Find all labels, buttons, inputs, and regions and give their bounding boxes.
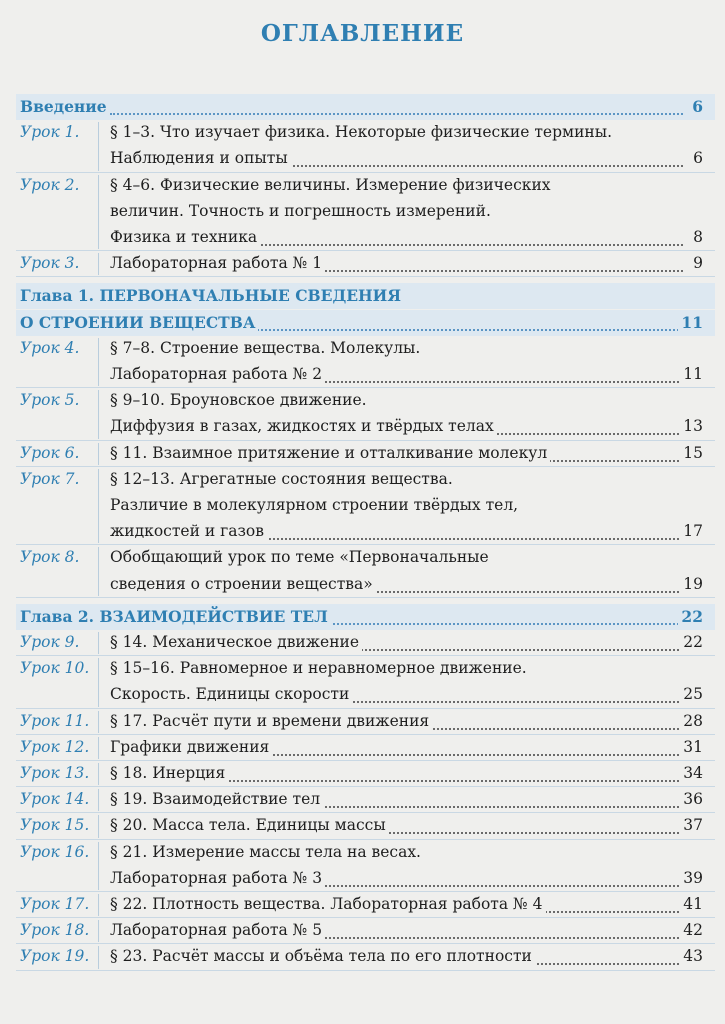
lesson-row[interactable] [0,918,725,944]
toc-intro-row[interactable] [0,94,725,120]
column-rule [98,632,99,654]
lesson-title-text: жидкостей и газов [110,522,267,540]
lesson-row[interactable] [0,787,725,813]
lesson-row[interactable] [0,199,725,225]
lesson-page: 37 [680,816,703,834]
lesson-title [110,365,325,383]
column-rule [98,175,99,250]
lesson-title-text: § 19. Взаимодействие тел [110,790,323,808]
lesson-title-text: Диффузия в газах, жидкостях и твёрдых телах [110,417,497,435]
lesson-row[interactable] [0,572,725,598]
lesson-number: Урок 18. [20,921,90,940]
lesson-row[interactable] [0,519,725,545]
lesson-title [110,123,615,141]
chapter-page: 11 [678,313,703,332]
column-rule [98,763,99,785]
lesson-title-text: величин. Точность и погрешность измерений. [110,202,494,220]
lesson-row[interactable] [0,656,725,682]
lesson-title [110,816,389,834]
lesson-number: Урок 9. [20,633,80,651]
column-rule [98,789,99,811]
lesson-title [110,176,554,194]
chapter-heading [20,313,258,332]
lesson-number: Урок 3. [20,254,80,273]
lesson-title-text: § 20. Масса тела. Единицы массы [110,816,389,834]
lesson-number: Урок 5. [20,391,80,410]
lesson-row[interactable] [0,813,725,839]
lesson-row[interactable] [0,630,725,656]
column-rule [98,253,99,275]
lesson-number: Урок 11. [20,711,90,730]
lesson-page: 19 [680,575,703,593]
lesson-title-text: Обобщающий урок по теме «Первоначальные [110,548,492,566]
lesson-page: 41 [680,895,703,913]
lesson-title [110,659,530,677]
lesson-number: Урок 16. [20,842,90,861]
lesson-row[interactable] [0,146,725,172]
lesson-page: 42 [680,921,703,939]
lesson-title-text: § 9–10. Броуновское движение. [110,391,370,409]
lesson-row[interactable] [0,414,725,440]
lesson-row[interactable] [0,225,725,251]
intro-label [20,97,110,116]
lesson-title [110,869,325,887]
lesson-title-text: § 12–13. Агрегатные состояния вещества. [110,470,456,488]
lesson-title [110,339,423,357]
lesson-page: 15 [680,444,703,462]
column-rule [98,122,99,170]
lesson-title [110,685,352,703]
lesson-row[interactable] [0,441,725,467]
lesson-page: 6 [690,149,703,167]
lesson-number: Урок 14. [20,790,90,809]
lesson-row[interactable] [0,251,725,277]
highlight-band [16,94,715,120]
lesson-page: 25 [680,685,703,703]
lesson-row[interactable] [0,467,725,493]
lesson-row[interactable] [0,336,725,362]
lesson-page: 28 [680,712,703,730]
lesson-title-text: сведения о строении вещества» [110,575,376,593]
lesson-title [110,149,291,167]
column-rule [98,842,99,890]
lesson-row[interactable] [0,362,725,388]
column-rule [98,920,99,942]
lesson-title [110,790,323,808]
lesson-title [110,496,521,514]
lesson-title [110,391,370,409]
lesson-row[interactable] [0,173,725,199]
lesson-title [110,444,550,462]
toc-title: ОГЛАВЛЕНИЕ [260,20,465,47]
chapter-heading-row[interactable] [0,604,725,630]
lesson-title-text: Лабораторная работа № 1 [110,254,325,272]
lesson-row[interactable] [0,866,725,892]
lesson-title [110,228,260,246]
lesson-row[interactable] [0,545,725,571]
chapter-heading [20,607,331,626]
lesson-row[interactable] [0,761,725,787]
lesson-title-text: § 21. Измерение массы тела на весах. [110,843,424,861]
chapter-page: 22 [678,607,703,626]
lesson-number: Урок 6. [20,443,80,462]
column-rule [98,946,99,968]
chapter-heading-text: Глава 2. ВЗАИМОДЕЙСТВИЕ ТЕЛ [20,607,331,626]
lesson-page: 39 [680,869,703,887]
lesson-title [110,921,325,939]
chapter-heading [20,286,404,305]
lesson-page: 22 [680,633,703,651]
lesson-number: Урок 4. [20,338,80,357]
lesson-title [110,202,494,220]
column-rule [98,469,99,544]
lesson-title-text: Лабораторная работа № 2 [110,365,325,383]
column-rule [98,815,99,837]
lesson-title-text: Физика и техника [110,228,260,246]
lesson-page: 9 [690,254,703,272]
column-rule [98,894,99,916]
lesson-title-text: § 15–16. Равномерное и неравномерное движение. [110,659,530,677]
lesson-separator [16,597,715,598]
lesson-title [110,712,432,730]
column-rule [98,711,99,733]
lesson-separator [16,276,715,277]
lesson-page: 36 [680,790,703,808]
column-rule [98,658,99,706]
lesson-title-text: § 18. Инерция [110,764,228,782]
lesson-separator [16,970,715,971]
chapter-heading-row[interactable] [0,283,725,309]
lesson-title [110,548,492,566]
lesson-title-text: Лабораторная работа № 5 [110,921,325,939]
lesson-title-text: § 11. Взаимное притяжение и отталкивание молекул [110,444,550,462]
lesson-page: 8 [690,228,703,246]
lesson-title [110,895,546,913]
lesson-number: Урок 2. [20,175,80,194]
lesson-title-text: § 1–3. Что изучает физика. Некоторые физические термины. [110,123,615,141]
lesson-number: Урок 19. [20,947,90,966]
lesson-title [110,738,272,756]
chapter-heading-row[interactable] [0,310,725,336]
lesson-number: Урок 7. [20,469,80,488]
lesson-page: 17 [680,522,703,540]
lesson-row[interactable] [0,840,725,866]
lesson-title-text: Лабораторная работа № 3 [110,869,325,887]
lesson-title-text: § 14. Механическое движение [110,633,362,651]
lesson-title [110,575,376,593]
lesson-title-text: § 7–8. Строение вещества. Молекулы. [110,339,423,357]
lesson-title [110,633,362,651]
lesson-page: 43 [680,947,703,965]
lesson-title [110,843,424,861]
lesson-title [110,947,535,965]
chapter-heading-text: Глава 1. ПЕРВОНАЧАЛЬНЫЕ СВЕДЕНИЯ [20,286,404,305]
lesson-title [110,522,267,540]
lesson-row[interactable] [0,120,725,146]
lesson-title [110,470,456,488]
lesson-title [110,417,497,435]
lesson-title-text: § 22. Плотность вещества. Лабораторная работа № 4 [110,895,546,913]
lesson-title-text: Скорость. Единицы скорости [110,685,352,703]
lesson-page: 13 [680,417,703,435]
lesson-title-text: Наблюдения и опыты [110,149,291,167]
lesson-page: 34 [680,764,703,782]
lesson-number: Урок 1. [20,123,80,142]
lesson-title [110,254,325,272]
column-rule [98,547,99,595]
intro-page: 6 [689,97,703,116]
lesson-row[interactable] [0,735,725,761]
lesson-title [110,764,228,782]
lesson-title-text: § 17. Расчёт пути и времени движения [110,712,432,730]
lesson-row[interactable] [0,892,725,918]
column-rule [98,443,99,465]
lesson-row[interactable] [0,709,725,735]
lesson-title-text: § 23. Расчёт массы и объёма тела по его плотности [110,947,535,965]
lesson-page: 11 [680,365,703,383]
intro-label-text: Введение [20,97,110,116]
column-rule [98,338,99,386]
lesson-row[interactable] [0,682,725,708]
lesson-number: Урок 12. [20,737,90,756]
lesson-number: Урок 15. [20,816,90,835]
lesson-number: Урок 13. [20,764,90,782]
column-rule [98,390,99,438]
lesson-page: 31 [680,738,703,756]
lesson-number: Урок 17. [20,895,90,913]
lesson-title-text: Графики движения [110,738,272,756]
lesson-title-text: Различие в молекулярном строении твёрдых тел, [110,496,521,514]
lesson-title-text: § 4–6. Физические величины. Измерение физических [110,176,554,194]
lesson-row[interactable] [0,493,725,519]
column-rule [98,737,99,759]
chapter-heading-text: О СТРОЕНИИ ВЕЩЕСТВА [20,313,258,332]
lesson-number: Урок 10. [20,659,90,678]
lesson-number: Урок 8. [20,548,80,567]
lesson-row[interactable] [0,388,725,414]
lesson-row[interactable] [0,944,725,970]
leader-dots [110,113,683,115]
